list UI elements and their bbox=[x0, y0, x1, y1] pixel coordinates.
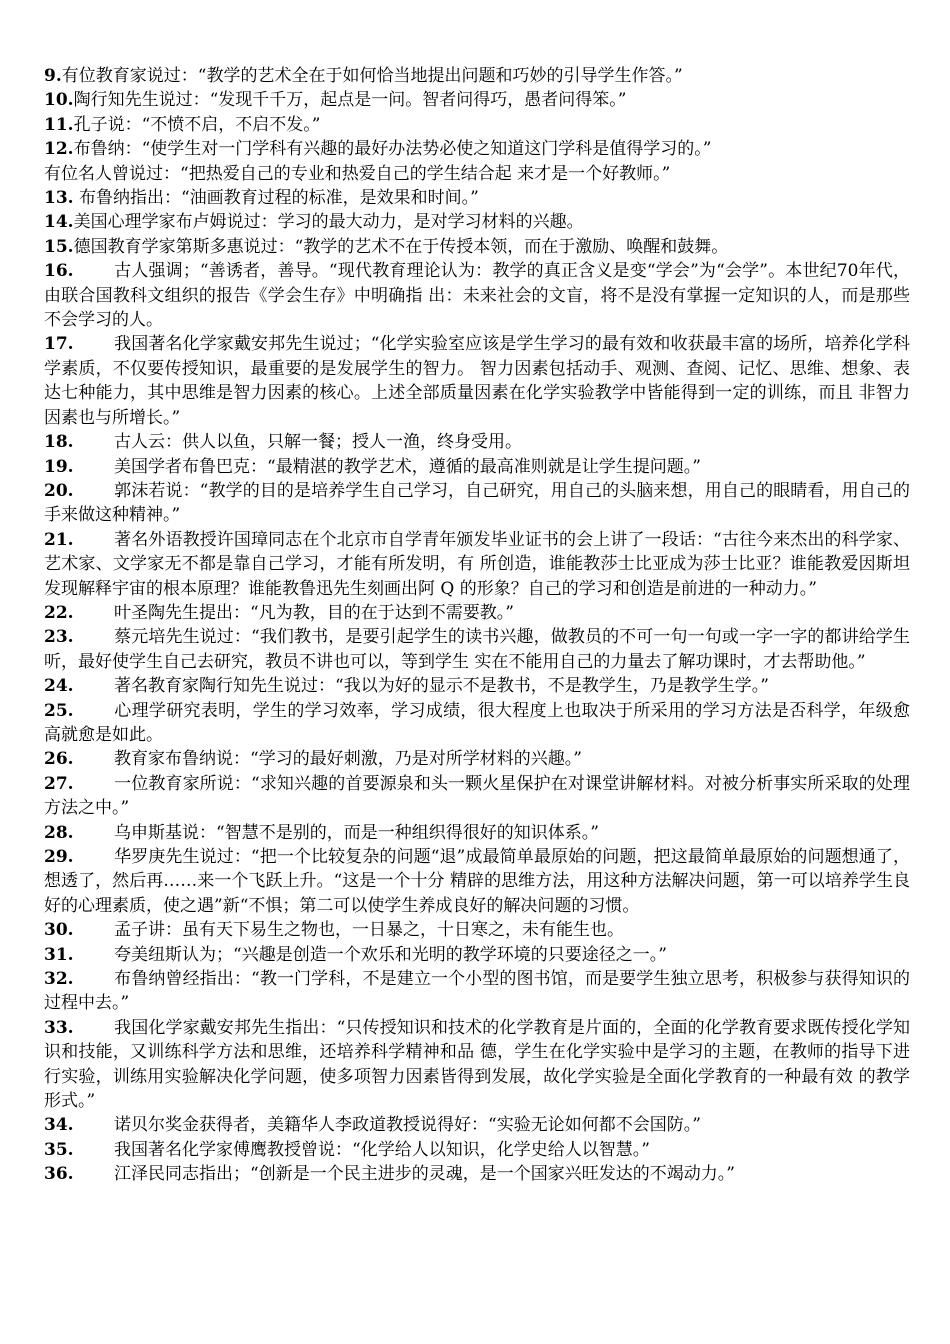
entry-text: 孔子说：“不愤不启，不启不发。” bbox=[73, 114, 321, 135]
quote-entry bbox=[44, 845, 910, 918]
entry-number: 36. bbox=[44, 1164, 74, 1185]
quote-entry bbox=[44, 186, 910, 210]
entry-text: 美国心理学家布卢姆说过：学习的最大动力，是对学习材料的兴趣。 bbox=[73, 212, 584, 233]
quote-entry bbox=[44, 332, 910, 430]
entry-number: 10. bbox=[44, 90, 74, 111]
entry-number: 33. bbox=[44, 1017, 74, 1038]
entry-number: 15. bbox=[44, 236, 74, 257]
quote-entry bbox=[44, 235, 910, 259]
quote-entry bbox=[44, 88, 910, 112]
quote-entry bbox=[44, 1113, 910, 1137]
quote-entry bbox=[44, 455, 910, 479]
entry-text: 有位名人曾说过：“把热爱自己的专业和热爱自己的学生结合起 来才是一个好教师。” bbox=[44, 163, 671, 184]
entry-text: 华罗庚先生说过：“把一个比较复杂的问题“退”成最简单最原始的问题，把这最简单最原始的问题想通了，想透了，然后再……来一个飞跃上升。“这是一个十分 精辟的思维方法，用这种方法解决问题，第一可以培养学生良好的心理素质，使之遇”新“不惧；第二可以使学生养成良好的解决问题的习惯。 bbox=[44, 847, 910, 916]
quote-entry bbox=[44, 918, 910, 942]
entry-number: 14. bbox=[44, 212, 74, 233]
entry-number: 17. bbox=[44, 334, 74, 355]
entry-number: 25. bbox=[44, 700, 74, 721]
entry-number: 29. bbox=[44, 847, 74, 867]
entry-number: 21. bbox=[44, 529, 74, 550]
entry-text: 江泽民同志指出；“创新是一个民主进步的灵魂，是一个国家兴旺发达的不竭动力。” bbox=[114, 1164, 735, 1185]
quote-entry bbox=[44, 113, 910, 137]
entry-number: 28. bbox=[44, 822, 74, 843]
entry-text: 布鲁纳曾经指出：“教一门学科，不是建立一个小型的图书馆，而是要学生独立思考，积极参与获得知识的过程中去。” bbox=[44, 969, 910, 1014]
entry-text: 乌申斯基说：“智慧不是别的，而是一种组织得很好的知识体系。” bbox=[114, 822, 599, 843]
quote-entry bbox=[44, 1162, 910, 1186]
quote-entry bbox=[44, 430, 910, 454]
entry-number: 16. bbox=[44, 261, 74, 282]
entry-text: 布鲁纳指出：“油画教育过程的标准，是效果和时间。” bbox=[73, 188, 479, 209]
entry-number: 32. bbox=[44, 969, 74, 990]
entry-text: 古人强调；“善诱者，善导。“现代教育理论认为：教学的真正含义是变“学会”为“会学”。本世纪70年代，由联合国教科文组织的报告《学会生存》中明确指 出：未来社会的文盲，将不是没有掌握一定知识的人，而是那些不会学习的人。 bbox=[44, 261, 910, 331]
quote-entry bbox=[44, 747, 910, 771]
entry-text: 蔡元培先生说过：“我们教书，是要引起学生的读书兴趣，做教员的不可一句一句或一字一字的都讲给学生听，最好使学生自己去研究，教员不讲也可以，等到学生 实在不能用自己的力量去了解功课时，才去帮助他。” bbox=[44, 627, 910, 672]
entry-number: 12. bbox=[44, 139, 74, 160]
entry-number: 27. bbox=[44, 773, 74, 794]
entry-text: 美国学者布鲁巴克：“最精湛的教学艺术，遵循的最高准则就是让学生提问题。” bbox=[114, 456, 701, 477]
quote-entry bbox=[44, 674, 910, 698]
quote-entry bbox=[44, 625, 910, 674]
entry-number: 26. bbox=[44, 749, 74, 770]
entry-text: 郭沫若说：“教学的目的是培养学生自己学习，自己研究，用自己的头脑来想，用自己的眼睛看，用自己的手来做这种精神。” bbox=[44, 480, 910, 526]
quote-entry bbox=[44, 699, 910, 748]
entry-text: 古人云：供人以鱼，只解一餐；授人一渔，终身受用。 bbox=[114, 432, 522, 453]
entry-text: 陶行知先生说过：“发现千千万，起点是一问。智者问得巧，愚者问得笨。” bbox=[73, 90, 627, 111]
entry-number: 24. bbox=[44, 676, 74, 697]
entry-number: 19. bbox=[44, 456, 74, 477]
entry-text: 夸美纽斯认为；“兴趣是创造一个欢乐和光明的教学环境的只要途径之一。” bbox=[114, 944, 667, 965]
entry-text: 教育家布鲁纳说：“学习的最好刺激，乃是对所学材料的兴趣。” bbox=[114, 749, 582, 770]
entry-text: 我国著名化学家傅鹰教授曾说：“化学给人以知识，化学史给人以智慧。” bbox=[114, 1139, 650, 1160]
entry-number: 18. bbox=[44, 432, 74, 453]
entry-number: 34. bbox=[44, 1115, 74, 1136]
entry-number: 23. bbox=[44, 627, 74, 648]
document-page bbox=[44, 64, 910, 1187]
quote-entry bbox=[44, 528, 910, 601]
quote-entry bbox=[44, 1138, 910, 1162]
quote-entry bbox=[44, 64, 910, 88]
quote-entry bbox=[44, 259, 910, 332]
entry-number: 35. bbox=[44, 1139, 74, 1160]
quote-entry bbox=[44, 162, 910, 186]
quote-entry bbox=[44, 210, 910, 234]
entry-text: 诺贝尔奖金获得者，美籍华人李政道教授说得好：“实验无论如何都不会国防。” bbox=[114, 1115, 701, 1136]
entry-number: 22. bbox=[44, 602, 74, 623]
entry-text: 德国教育学家第斯多惠说过：“教学的艺术不在于传授本领，而在于激励、唤醒和鼓舞。 bbox=[73, 236, 729, 257]
quote-entry bbox=[44, 821, 910, 845]
quote-entry bbox=[44, 772, 910, 821]
entry-text: 心理学研究表明，学生的学习效率，学习成绩，很大程度上也取决于所采用的学习方法是否科学，年级愈高就愈是如此。 bbox=[44, 700, 910, 745]
entry-text: 有位教育家说过：“教学的艺术全在于如何恰当地提出问题和巧妙的引导学生作答。” bbox=[61, 66, 683, 86]
entry-number: 30. bbox=[44, 920, 74, 941]
entry-number: 11. bbox=[44, 114, 74, 135]
quote-entry bbox=[44, 943, 910, 967]
entry-text: 我国著名化学家戴安邦先生说过；“化学实验室应该是学生学习的最有效和收获最丰富的场所，培养化学科学素质，不仅要传授知识，最重要的是发展学生的智力。 智力因素包括动手、观测、查阅、记忆、思维、想象、表达七种能力，其中思维是智力因素的核心。上述全部质量因素在化学实验教学中皆能得到一定的训练，而且 非智力因素也与所增长。” bbox=[44, 334, 910, 428]
entry-text: 著名外语教授许国璋同志在个北京市自学青年颁发毕业证书的会上讲了一段话：“古往今来杰出的科学家、艺术家、文学家无不都是靠自己学习，才能有所发明，有 所创造，谁能教莎士比亚成为莎士比亚？谁能教爱因斯坦发现解释宇宙的根本原理？谁能教鲁迅先生刻画出阿 Q 的形象？自己的学习和创造是前进的一种动力。” bbox=[44, 529, 910, 599]
entry-number: 20. bbox=[44, 480, 74, 501]
entry-text: 一位教育家所说：“求知兴趣的首要源泉和头一颗火星保护在对课堂讲解材料。对被分析事实所采取的处理方法之中。” bbox=[44, 773, 910, 819]
entry-text: 我国化学家戴安邦先生指出：“只传授知识和技术的化学教育是片面的，全面的化学教育要求既传授化学知识和技能，又训练科学方法和思维，还培养科学精神和品 德，学生在化学实验中是学习的主题，在教师的指导下进行实验，训练用实验解决化学问题，使多项智力因素皆得到发展，故化学实验是全面化学教育的一种最有效 的教学形式。” bbox=[44, 1017, 910, 1112]
entry-text: 叶圣陶先生提出：“凡为教，目的在于达到不需要教。” bbox=[114, 602, 514, 623]
quote-entry bbox=[44, 601, 910, 625]
quote-entry bbox=[44, 137, 910, 161]
entry-number: 9. bbox=[44, 66, 62, 86]
entry-number: 13. bbox=[44, 188, 74, 209]
quote-entry bbox=[44, 1016, 910, 1114]
entry-text: 布鲁纳：“使学生对一门学科有兴趣的最好办法势必使之知道这门学科是值得学习的。” bbox=[73, 139, 712, 160]
entry-text: 孟子讲：虽有天下易生之物也，一日暴之，十日寒之，未有能生也。 bbox=[114, 920, 624, 941]
quote-entry bbox=[44, 967, 910, 1016]
entry-text: 著名教育家陶行知先生说过：“我以为好的显示不是教书，不是教学生，乃是教学生学。” bbox=[114, 676, 769, 697]
entry-number: 31. bbox=[44, 944, 74, 965]
quote-entry bbox=[44, 479, 910, 528]
